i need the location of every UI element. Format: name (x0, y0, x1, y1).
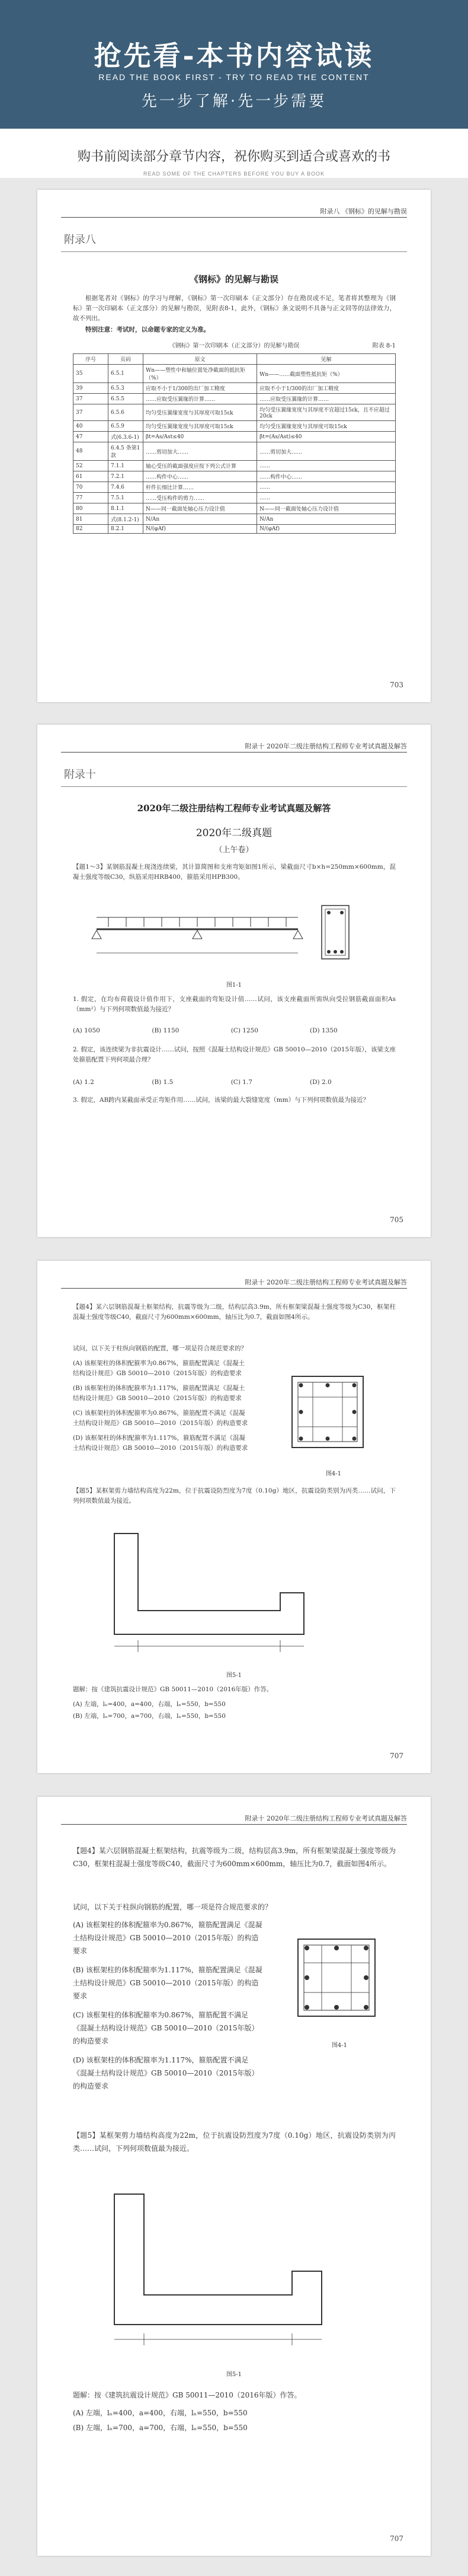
table-row (73, 503, 396, 514)
table-header-cell: 页码 (108, 354, 143, 365)
question-1-options: (A) 1050 (B) 1150 (C) 1250 (D) 1350 (73, 1027, 338, 1034)
table-row (73, 442, 396, 461)
page-header: 附录十 2020年二级注册结构工程师专业考试真题及解答 (245, 742, 407, 750)
table-cell: 52 (73, 461, 108, 471)
table-cell: 80 (73, 503, 108, 514)
table-cell: 6.5.3 (108, 383, 143, 394)
table-cell: βt=As/Ast≤40 (143, 432, 257, 442)
table-cell: 6.4.5 条第1款 (108, 442, 143, 461)
table-row (73, 432, 396, 442)
table-cell: Wn——……截面塑性抵抗矩（%） (257, 365, 396, 383)
table-row (73, 404, 396, 421)
table-cell: 式(8.1.2-1) (108, 514, 143, 525)
question-2-options: (A) 1.2 (B) 1.5 (C) 1.7 (D) 2.0 (73, 1079, 332, 1086)
table-cell: …… (257, 493, 396, 503)
question-4: 【题4】某六层钢筋混凝土框架结构，抗震等级为二级，结构层高3.9m，所有框架梁混凝土强度等级为C30，框架柱混凝土强度等级C40，截面尺寸为600mm×600mm，轴压比为0.7，截面如图4所示。 (73, 1303, 396, 1321)
table-cell: 82 (73, 525, 108, 534)
table-cell: N——同一截面处轴心压力设计值 (257, 503, 396, 514)
support-a (92, 930, 101, 939)
table-row (73, 365, 396, 383)
table-cell: ……应取受压翼缘的计算…… (257, 394, 396, 404)
question-3: 3. 假定，AB跨内某截面承受正弯矩作用……试问，该梁的最大裂缝宽度（mm）与下列何项数值最为接近？ (73, 1096, 370, 1104)
table-cell: 70 (73, 482, 108, 493)
table-cell: ……剪切加大…… (143, 442, 257, 461)
answer-intro: 题解：按《建筑抗震设计规范》GB 50011—2010（2016年版）作答。 (73, 2391, 302, 2399)
column-section-figure (274, 1364, 393, 1465)
question-4-prompt: 试问，以下关于柱纵向钢筋的配置，哪一项是符合规范要求的？ (73, 1345, 247, 1352)
table-cell: 8.2.1 (108, 525, 143, 534)
table-title: 《钢标》第一次印刷本（正文部分）的见解与勘误 (169, 343, 300, 349)
top-banner (0, 0, 468, 129)
table-cell: 7.5.1 (108, 493, 143, 503)
table-cell: 7.2.1 (108, 471, 143, 482)
support-c (293, 930, 303, 939)
answer-a: (A) 左端，lₙ=400，a=400，右端，lₙ=550，b=550 (73, 1701, 226, 1708)
question-4-options: (A) 该框架柱的体积配箍率为0.867%，箍筋配置满足《混凝土结构设计规范》GB 50010—2010（2015年版）的构造要求 (B) 该框架柱的体积配箍率为1.117%，箍筋配置满足《混凝土结构设计规范》GB 50010—2010（2015年版）的构造要求 (C) 该框架柱的体积配箍率为0.867%，箍筋配置不满足《混凝土结构设计规范》GB 50010—2010（2015年版）的构造要求 (D) 该框架柱的体积配箍率为1.117%，箍筋配置不满足《混凝土结构设计规范》GB 50010—2010（2015年版）的构造要求 (73, 1921, 262, 2090)
answer-intro: 题解：按《建筑抗震设计规范》GB 50011—2010（2016年版）作答。 (73, 1686, 273, 1693)
question-5: 【题5】某框架剪力墙结构高度为22m，位于抗震设防烈度为7度（0.10g）地区，抗震设防类别为丙类……试问，下列何项数值最为接近。 (73, 1487, 396, 1504)
table-row (73, 471, 396, 482)
table-cell: 均匀受压翼缘宽度与其厚度可取15εk (143, 421, 257, 432)
table-cell: 均匀受压翼缘宽度与其厚度可取15εk (257, 421, 396, 432)
table-cell: ……受压构件的剪力…… (143, 493, 257, 503)
page-header: 附录十 2020年二级注册结构工程师专业考试真题及解答 (245, 1815, 407, 1822)
table-header-row (73, 354, 396, 365)
question-1: 1. 假定，在均布荷载设计值作用下，支座截面的弯矩设计值……试问，该支座截面所需纵向受拉钢筋截面面积As（mm²）与下列何项数值最为接近？ (73, 996, 396, 1013)
figure-caption: 图4-1 (331, 2042, 348, 2049)
question-4: 【题4】某六层钢筋混凝土框架结构，抗震等级为二级，结构层高3.9m，所有框架梁混凝土强度等级为C30，框架柱混凝土强度等级C40，截面尺寸为600mm×600mm，轴压比为0.7，截面如图4所示。 (73, 1847, 396, 1868)
errata-table-wrap (73, 353, 396, 534)
intro (0, 146, 468, 177)
exam-session: （上午卷） (214, 846, 254, 855)
table-header-cell: 原文 (143, 354, 257, 365)
load-arrows (108, 917, 286, 927)
column-section-figure (280, 1927, 399, 2034)
table-row (73, 514, 396, 525)
table-cell: 81 (73, 514, 108, 525)
errata-table (73, 353, 396, 534)
paragraph: 根据笔者对《钢标》的学习与理解，《钢标》第一次印刷本（正文部分）存在勘误或不足，笔者将其整理为《钢标》第一次印刷本（正文部分）的见解与勘误，见附表8-1，此外，《钢标》条文说明不具备与正文同等的法律效力，故不列出。 (73, 295, 396, 322)
intro-text: 购书前阅读部分章节内容，祝你购买到适合或喜欢的书 (77, 149, 390, 164)
figure-caption: 图4-1 (325, 1471, 342, 1477)
answer-b: (B) 左端，lₙ=700，a=700，右端，lₙ=550，b=550 (73, 2424, 248, 2432)
page-number: 703 (390, 681, 403, 689)
table-header-cell: 见解 (257, 354, 396, 365)
table-cell: Wn——塑性中和轴位置处净截面的抵抗矩（%） (143, 365, 257, 383)
page-number: 707 (390, 1752, 403, 1760)
answer-a: (A) 左端，lₙ=400，a=400，右端，lₙ=550，b=550 (73, 2409, 248, 2417)
page-header: 附录八 《钢标》的见解与勘误 (320, 208, 407, 215)
intro-text-en: READ SOME OF THE CHAPTERS BEFORE YOU BUY A BOOK (143, 171, 325, 177)
question-4-options: (A) 该框架柱的体积配箍率为0.867%，箍筋配置满足《混凝土结构设计规范》GB 50010—2010（2015年版）的构造要求 (B) 该框架柱的体积配箍率为1.117%，箍筋配置满足《混凝土结构设计规范》GB 50010—2010（2015年版）的构造要求 (C) 该框架柱的体积配箍率为0.867%，箍筋配置不满足《混凝土结构设计规范》GB 50010—2010（2015年版）的构造要求 (D) 该框架柱的体积配箍率为1.117%，箍筋配置不满足《混凝土结构设计规范》GB 50010—2010（2015年版）的构造要求 (73, 1360, 248, 1452)
table-cell: ……剪切加大…… (257, 442, 396, 461)
table-cell: 40 (73, 421, 108, 432)
table-cell: 6.5.6 (108, 404, 143, 421)
table-cell: 轴心受压的截面强度应按下列公式计算 (143, 461, 257, 471)
table-cell: 8.1.1 (108, 503, 143, 514)
table-cell: 37 (73, 404, 108, 421)
table-row (73, 421, 396, 432)
paragraph-note: 特别注意：考试时，以命题专家的定义为准。 (85, 326, 210, 333)
table-cell: 6.5.5 (108, 394, 143, 404)
table-cell: 39 (73, 383, 108, 394)
exam-subtitle: 2020年二级真题 (195, 827, 273, 839)
figure-caption: 图5-1 (226, 2371, 242, 2378)
table-row (73, 383, 396, 394)
page-header: 附录十 2020年二级注册结构工程师专业考试真题及解答 (245, 1279, 407, 1286)
support-b (193, 930, 202, 939)
figure-caption: 图1-1 (226, 982, 242, 989)
beam-elevation-figure (102, 2182, 363, 2360)
banner-subtitle-en: READ THE BOOK FIRST - TRY TO READ THE CONTENT (98, 72, 370, 82)
table-number: 附表 8-1 (372, 343, 396, 349)
table-cell: ……构件中心…… (143, 471, 257, 482)
table-row (73, 394, 396, 404)
answer-b: (B) 左端，lₙ=700，a=700，右端，lₙ=550，b=550 (73, 1713, 226, 1720)
page-number: 705 (390, 1216, 403, 1224)
table-cell: 应取不小于1/300的出厂加工精度 (143, 383, 257, 394)
table-cell: 均匀受压翼缘宽度与其厚度可取15εk (143, 404, 257, 421)
table-row (73, 461, 396, 471)
banner-slogan: 先一步了解·先一步需要 (141, 93, 327, 110)
table-row (73, 482, 396, 493)
table-cell: 35 (73, 365, 108, 383)
table-cell: ……构件中心…… (257, 471, 396, 482)
section-label: 附录八 (64, 234, 96, 246)
exam-title: 2020年二级注册结构工程师专业考试真题及解答 (137, 803, 331, 814)
question-4-prompt: 试问，以下关于柱纵向钢筋的配置，哪一项是符合规范要求的？ (73, 1903, 273, 1911)
table-header-cell: 序号 (73, 354, 108, 365)
table-cell: 77 (73, 493, 108, 503)
book-page-4 (37, 1797, 431, 2556)
table-cell: N/An (143, 514, 257, 525)
table-row (73, 493, 396, 503)
table-cell: 6.5.1 (108, 365, 143, 383)
table-cell: N/(φAf) (143, 525, 257, 534)
book-page-3 (37, 1261, 431, 1773)
table-cell: 61 (73, 471, 108, 482)
table-cell: 杆件长细比计算…… (143, 482, 257, 493)
table-cell: 均匀受压翼缘宽度与其厚度不宜超过15εk，且不应超过20εk (257, 404, 396, 421)
table-cell: 37 (73, 394, 108, 404)
banner-title: 抢先看-本书内容试读 (94, 40, 374, 72)
table-cell: 6.5.9 (108, 421, 143, 432)
book-page-1 (37, 190, 431, 702)
table-cell: 应取不小于1/300的出厂加工精度 (257, 383, 396, 394)
question-1-3: 【题1～3】某钢筋混凝土现浇连续梁，其计算简图和支座弯矩如图1所示，梁截面尺寸b×h=250mm×600mm，混凝土强度等级C30，纵筋采用HRB400，箍筋采用HPB300。 (73, 863, 396, 881)
question-2: 2. 假定，该连续梁为非抗震设计……试问，按照《混凝土结构设计规范》GB 50010—2010（2015年版），该梁支座处箍筋配置下列何项最合理？ (73, 1046, 396, 1063)
table-cell: 7.1.1 (108, 461, 143, 471)
beam-elevation-figure (102, 1522, 351, 1664)
table-cell: βt=(As/Ast)≤40 (257, 432, 396, 442)
table-cell: N——同一截面处轴心压力设计值 (143, 503, 257, 514)
table-cell: ……应取受压翼缘的计算…… (143, 394, 257, 404)
figure-caption: 图5-1 (226, 1672, 242, 1679)
table-cell: 7.4.6 (108, 482, 143, 493)
beam-figure (85, 894, 381, 971)
table-cell: 48 (73, 442, 108, 461)
table-row (73, 525, 396, 534)
question-5: 【题5】某框架剪力墙结构高度为22m，位于抗震设防烈度为7度（0.10g）地区，抗震设防类别为丙类……试问，下列何项数值最为接近。 (73, 2131, 396, 2153)
table-cell: 式(6.3.6-1) (108, 432, 143, 442)
table-cell: …… (257, 461, 396, 471)
table-cell: …… (257, 482, 396, 493)
table-cell: 47 (73, 432, 108, 442)
page-heading: 《钢标》的见解与勘误 (189, 274, 278, 285)
section-label: 附录十 (64, 769, 96, 781)
table-cell: N/An (257, 514, 396, 525)
page-number: 707 (390, 2534, 403, 2543)
book-page-2 (37, 725, 431, 1237)
table-cell: N/(φAf) (257, 525, 396, 534)
